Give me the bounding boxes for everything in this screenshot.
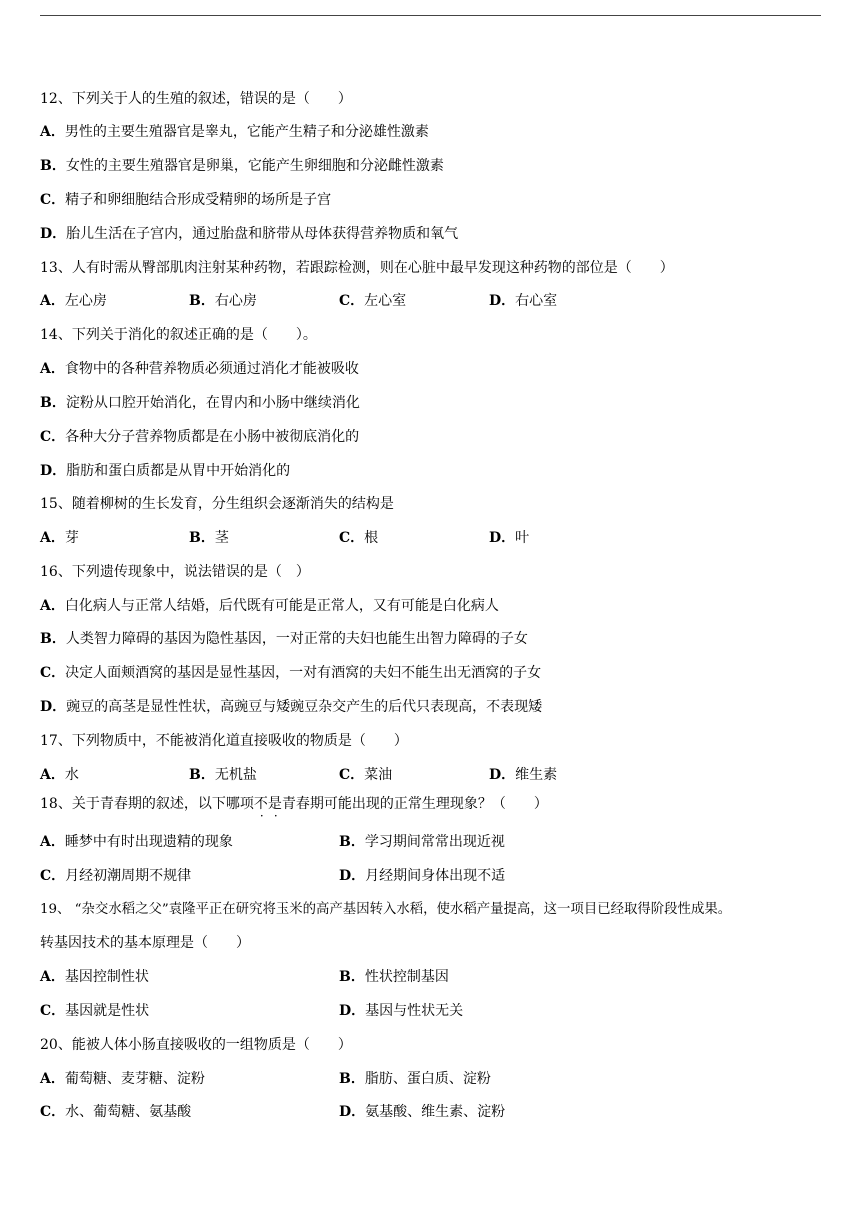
q17-option-b[interactable] [189, 765, 257, 785]
option-text: 根 [364, 530, 379, 546]
option-text: 决定人面颊酒窝的基因是显性基因，一对有酒窝的夫妇不能生出无酒窝的子女 [65, 665, 542, 681]
option-text: 各种大分子营养物质都是在小肠中被彻底消化的 [65, 429, 360, 445]
q17-options-row [40, 765, 820, 785]
option-letter: D． [339, 1104, 366, 1120]
option-letter: A． [40, 1071, 65, 1087]
q20-option-a[interactable] [40, 1069, 205, 1089]
option-letter: C． [339, 293, 365, 309]
q17-option-c[interactable] [339, 765, 392, 785]
q16-option-b[interactable] [40, 629, 528, 649]
q12-option-c[interactable] [40, 190, 331, 210]
option-text: 基因控制性状 [64, 969, 149, 985]
question-20-stem: 20、能被人体小肠直接吸收的一组物质是（ ） [40, 1037, 352, 1053]
q18-option-d[interactable] [339, 866, 505, 886]
option-text: 月经期间身体出现不适 [365, 868, 506, 884]
option-text: 芽 [64, 530, 79, 546]
option-text: 淀粉从口腔开始消化，在胃内和小肠中继续消化 [65, 395, 360, 411]
option-text: 豌豆的高茎是显性性状，高豌豆与矮豌豆杂交产生的后代只表现高，不表现矮 [66, 699, 543, 715]
option-text: 维生素 [515, 767, 558, 783]
q16-option-a[interactable] [40, 596, 499, 616]
option-text: 白化病人与正常人结婚，后代既有可能是正常人，又有可能是白化病人 [64, 598, 499, 614]
option-text: 基因与性状无关 [365, 1003, 464, 1019]
option-letter: A． [40, 969, 65, 985]
q15-option-a[interactable] [40, 528, 79, 548]
option-letter: D． [489, 293, 516, 309]
emphasis-mark: 不 [253, 796, 268, 812]
option-text: 睡梦中有时出现遗精的现象 [64, 834, 233, 850]
option-letter: D． [40, 226, 67, 242]
header-rule [40, 15, 821, 16]
option-letter: A． [40, 767, 65, 783]
question-18-stem [40, 794, 548, 814]
option-letter: D． [489, 767, 516, 783]
option-letter: C． [339, 767, 365, 783]
option-letter: A． [40, 361, 65, 377]
q19-option-c[interactable] [40, 1001, 149, 1021]
option-text: 菜油 [364, 767, 393, 783]
question-12-stem: 12、下列关于人的生殖的叙述，错误的是（ ） [40, 91, 352, 107]
q18-option-b[interactable] [339, 832, 505, 852]
q17-option-d[interactable] [489, 765, 557, 785]
option-letter: C． [40, 1003, 66, 1019]
q15-options-row [40, 528, 820, 548]
option-letter: C． [40, 429, 66, 445]
option-text: 基因就是性状 [65, 1003, 150, 1019]
option-letter: C． [339, 530, 365, 546]
option-text: 右心室 [515, 293, 558, 309]
q14-option-a[interactable] [40, 359, 359, 379]
option-text: 水 [64, 767, 79, 783]
option-letter: B． [40, 158, 66, 174]
option-text: 人类智力障碍的基因为隐性基因，一对正常的夫妇也能生出智力障碍的子女 [65, 631, 528, 647]
option-letter: C． [40, 665, 66, 681]
option-letter: B． [339, 969, 365, 985]
q12-option-b[interactable] [40, 156, 444, 176]
q20-options-row-2 [40, 1102, 820, 1122]
q14-option-b[interactable] [40, 393, 360, 413]
option-text: 脂肪、蛋白质、淀粉 [364, 1071, 491, 1087]
question-13-stem: 13、人有时需从臀部肌肉注射某种药物，若跟踪检测，则在心脏中最早发现这种药物的部位是（ ） [40, 260, 674, 276]
option-text: 葡萄糖、麦芽糖、淀粉 [64, 1071, 205, 1087]
option-letter: B． [40, 631, 66, 647]
option-text: 月经初潮周期不规律 [65, 868, 192, 884]
q14-option-c[interactable] [40, 427, 359, 447]
option-text: 水、葡萄糖、氨基酸 [65, 1104, 192, 1120]
q12-option-d[interactable] [40, 224, 458, 244]
q14-option-d[interactable] [40, 461, 290, 481]
option-letter: C． [40, 1104, 66, 1120]
q13-option-a[interactable] [40, 291, 107, 311]
option-text: 精子和卵细胞结合形成受精卵的场所是子宫 [65, 192, 332, 208]
q18-option-c[interactable] [40, 866, 191, 886]
q15-option-d[interactable] [489, 528, 529, 548]
option-letter: D． [339, 1003, 366, 1019]
stem-text: 18、关于青春期的叙述，以下哪项 [40, 796, 254, 812]
option-letter: B． [339, 834, 365, 850]
option-letter: B． [40, 395, 66, 411]
q15-option-c[interactable] [339, 528, 378, 548]
question-17-stem: 17、下列物质中，不能被消化道直接吸收的物质是（ ） [40, 733, 408, 749]
q18-option-a[interactable] [40, 832, 233, 852]
q15-option-b[interactable] [189, 528, 229, 548]
q20-options-row-1 [40, 1069, 820, 1089]
question-19-stem-line-2: 转基因技术的基本原理是（ ） [40, 935, 250, 951]
question-14-stem: 14、下列关于消化的叙述正确的是（ ）。 [40, 327, 317, 343]
q12-option-a[interactable] [40, 122, 429, 142]
option-text: 学习期间常常出现近视 [364, 834, 505, 850]
q16-option-c[interactable] [40, 663, 541, 683]
stem-text: 青春期可能出现的正常生理现象？（ ） [281, 796, 548, 812]
option-text: 女性的主要生殖器官是卵巢，它能产生卵细胞和分泌雌性激素 [65, 158, 444, 174]
option-text: 右心房 [214, 293, 257, 309]
q20-option-b[interactable] [339, 1069, 491, 1089]
q19-options-row-1 [40, 967, 820, 987]
q19-option-d[interactable] [339, 1001, 463, 1021]
option-text: 食物中的各种营养物质必须通过消化才能被吸收 [64, 361, 359, 377]
option-letter: C． [40, 868, 66, 884]
option-letter: D． [339, 868, 366, 884]
question-19-stem-line-1: 19、 “杂交水稻之父”袁隆平正在研究将玉米的高产基因转入水稻，使水稻产量提高，这一项目已经取得阶段性成果。 [40, 902, 732, 917]
option-text: 左心房 [64, 293, 107, 309]
q13-option-c[interactable] [339, 291, 406, 311]
option-text: 叶 [515, 530, 530, 546]
q13-option-d[interactable] [489, 291, 557, 311]
option-letter: A． [40, 124, 65, 140]
option-letter: C． [40, 192, 66, 208]
option-letter: B． [189, 767, 215, 783]
q20-option-d[interactable] [339, 1102, 505, 1122]
option-letter: B． [189, 293, 215, 309]
question-15-stem: 15、随着柳树的生长发育，分生组织会逐渐消失的结构是 [40, 496, 394, 512]
option-letter: A． [40, 598, 65, 614]
q19-option-a[interactable] [40, 967, 149, 987]
option-text: 胎儿生活在子宫内，通过胎盘和脐带从母体获得营养物质和氧气 [66, 226, 459, 242]
question-16-stem: 16、下列遗传现象中，说法错误的是（ ） [40, 564, 310, 580]
option-text: 左心室 [364, 293, 407, 309]
option-text: 性状控制基因 [364, 969, 449, 985]
option-letter: A． [40, 834, 65, 850]
option-letter: B． [339, 1071, 365, 1087]
emphasis-mark: 是 [267, 796, 282, 812]
option-text: 无机盐 [214, 767, 257, 783]
q18-options-row-1 [40, 832, 820, 852]
option-letter: A． [40, 530, 65, 546]
option-text: 茎 [214, 530, 229, 546]
q19-options-row-2 [40, 1001, 820, 1021]
q18-options-row-2 [40, 866, 820, 886]
option-letter: A． [40, 293, 65, 309]
option-letter: B． [189, 530, 215, 546]
option-text: 脂肪和蛋白质都是从胃中开始消化的 [66, 463, 291, 479]
q13-option-b[interactable] [189, 291, 257, 311]
option-letter: D． [40, 463, 67, 479]
q19-option-b[interactable] [339, 967, 449, 987]
q16-option-d[interactable] [40, 697, 542, 717]
option-letter: D． [489, 530, 516, 546]
q13-options-row [40, 291, 820, 311]
option-text: 氨基酸、维生素、淀粉 [365, 1104, 506, 1120]
option-letter: D． [40, 699, 67, 715]
option-text: 男性的主要生殖器官是睾丸，它能产生精子和分泌雄性激素 [64, 124, 429, 140]
q17-option-a[interactable] [40, 765, 79, 785]
q20-option-c[interactable] [40, 1102, 191, 1122]
